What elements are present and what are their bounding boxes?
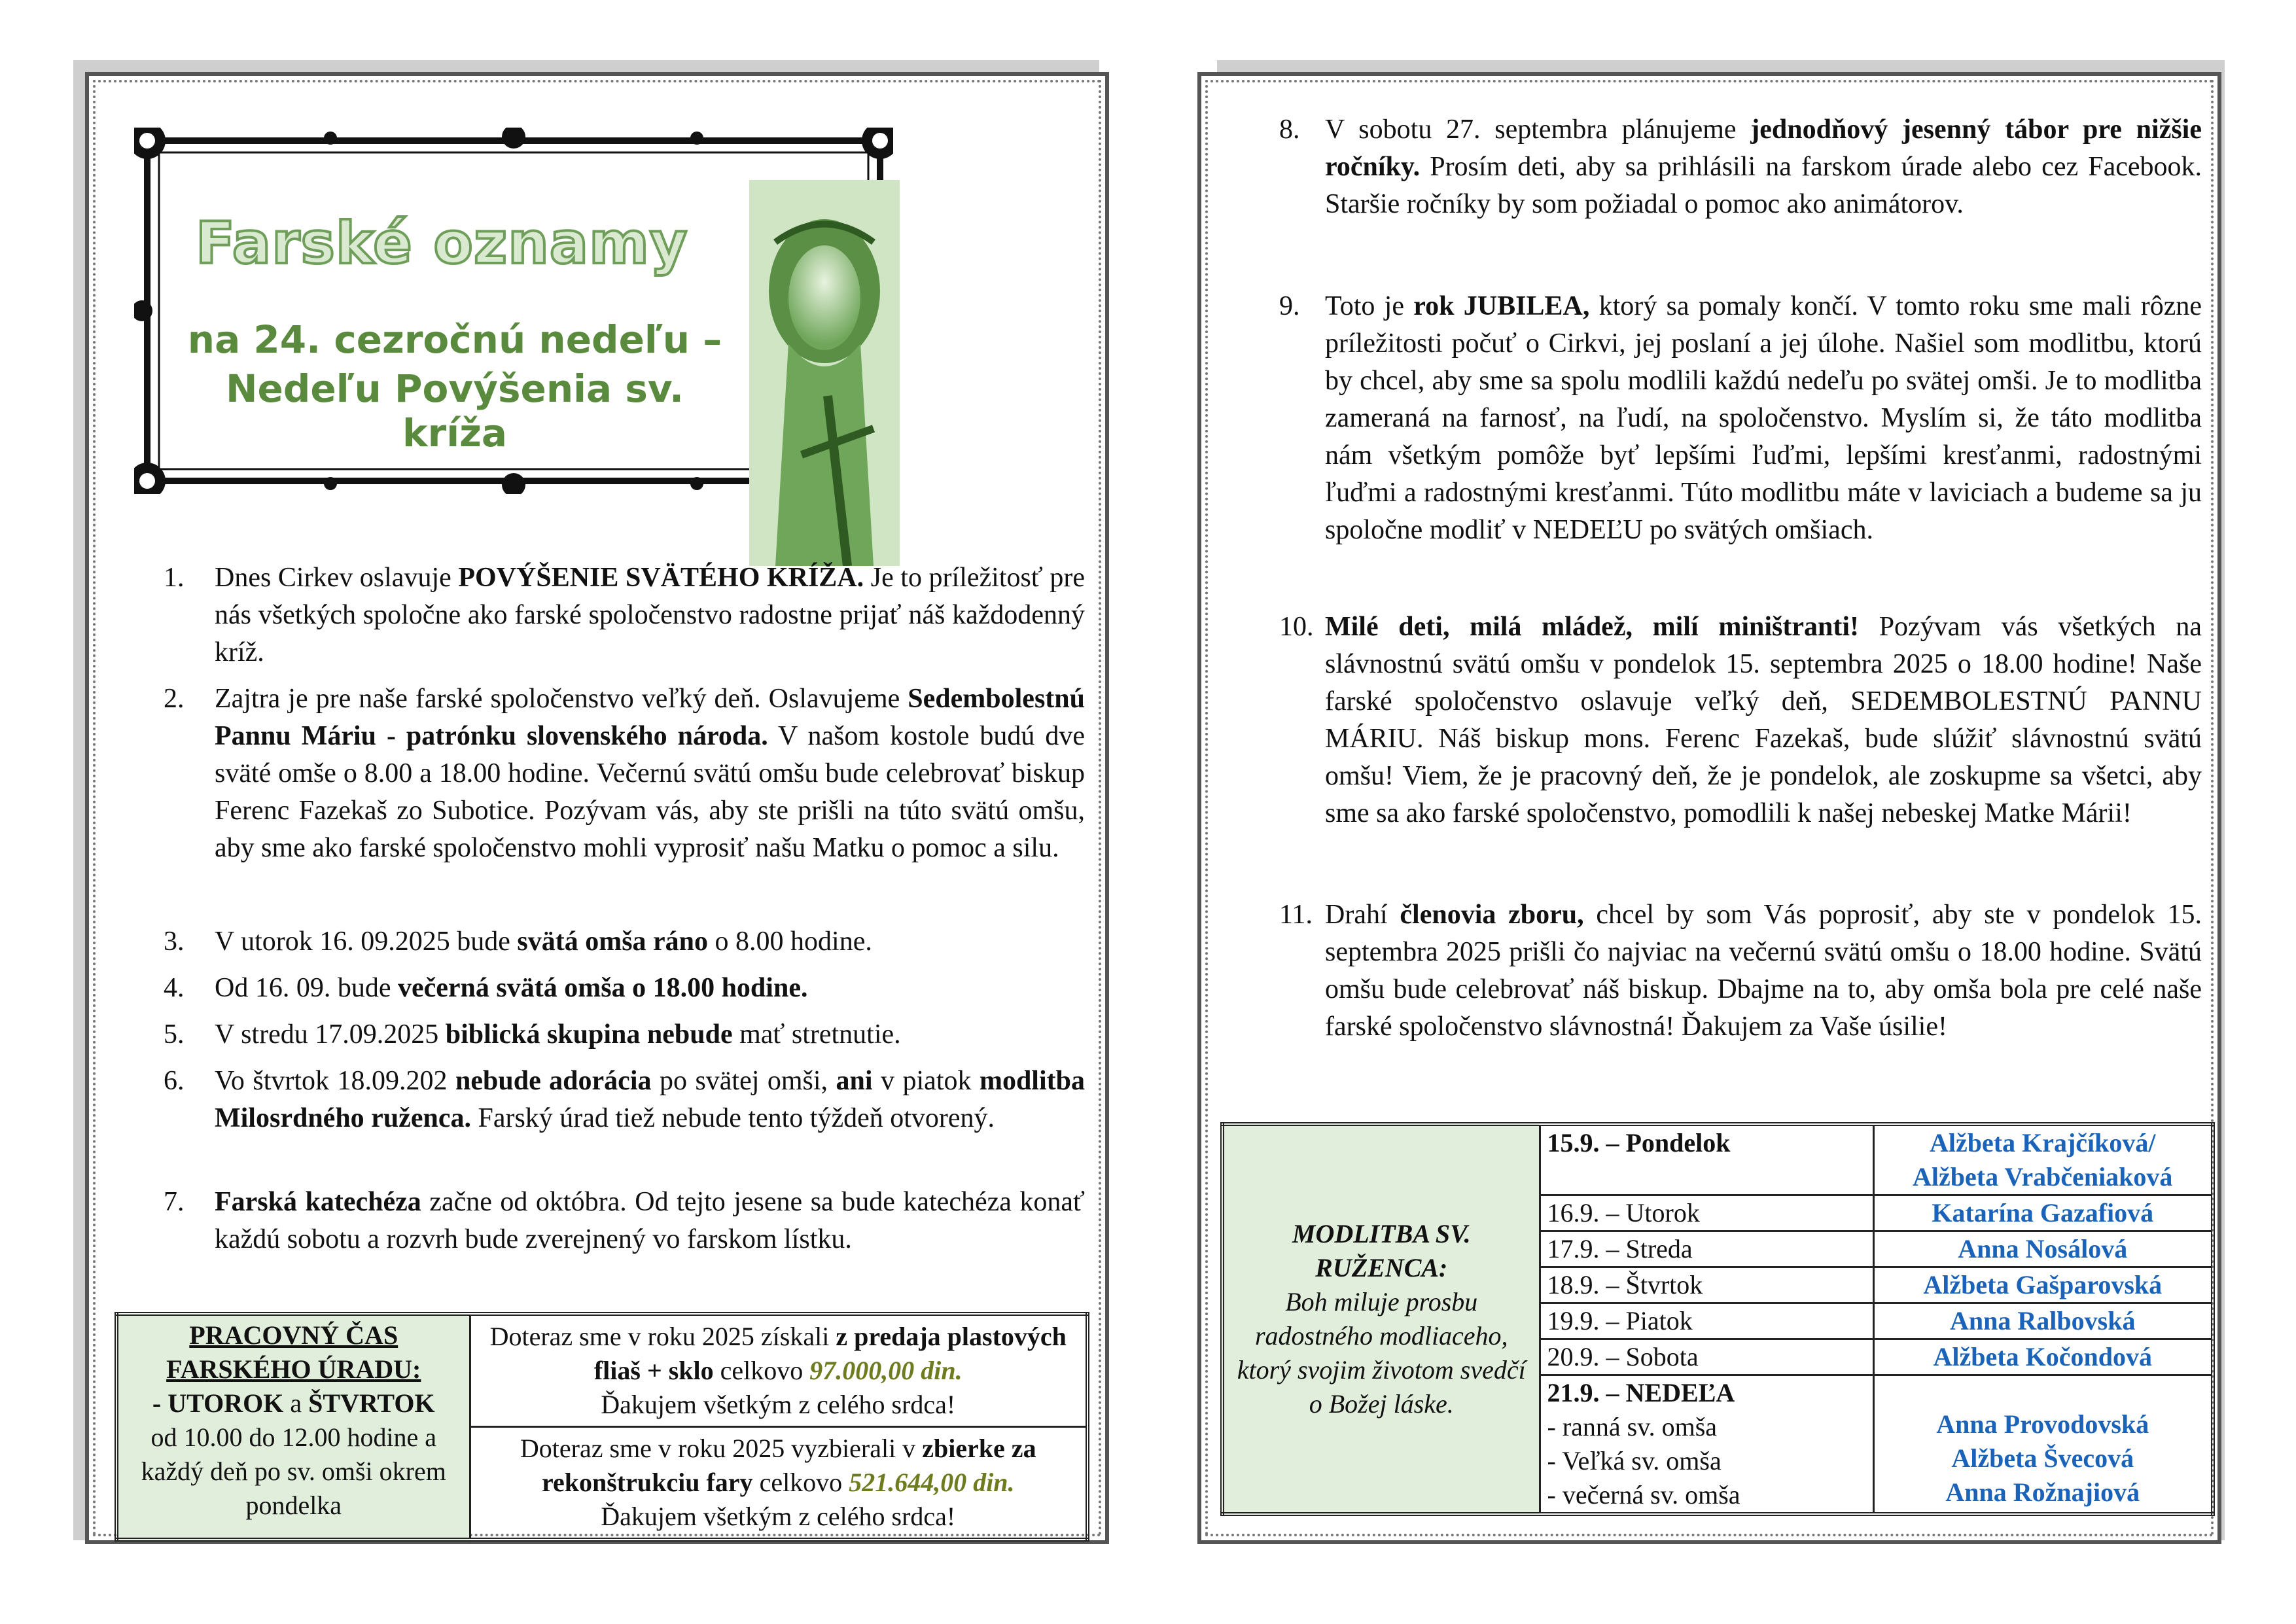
rosary-name: Alžbeta Gašparovská [1873, 1267, 2213, 1303]
text-run: Farský úrad tiež nebude tento týždeň otvorený. [470, 1103, 995, 1133]
rosary-day: 16.9. – Utorok [1540, 1195, 1873, 1231]
item-text [1325, 111, 2202, 223]
text-run: po svätej omši, [651, 1066, 836, 1096]
office-title-1: PRACOVNÝ ČAS [189, 1320, 398, 1350]
emphasis-text: nebude adorácia [455, 1066, 652, 1096]
emphasis-text: svätá omša ráno [517, 927, 709, 957]
emphasis-text: Sedembolestnú Pannu Máriu - patrónku slovenského národa. [215, 684, 1085, 751]
text-run: Od 16. 09. bude [215, 973, 398, 1003]
text-run: Zajtra je pre naše farské spoločenstvo veľký deň. Oslavujeme [215, 684, 908, 714]
text-run: začne od októbra. Od tejto jesene sa bude katechéza konať každú sobotu a rozvrh bude zverejnený vo farskom lístku. [215, 1187, 1085, 1254]
collection-text: Doteraz sme v roku 2025 získali [489, 1322, 836, 1351]
item-text [215, 1063, 1085, 1137]
text-run: Dnes Cirkev oslavuje [215, 563, 459, 593]
rosary-sunday-day: 21.9. – NEDEĽA [1547, 1378, 1735, 1407]
rosary-name: Alžbeta Kočondová [1873, 1339, 2213, 1375]
bulletin-subtitle-line1: na 24. cezročnú nedeľu – [187, 317, 722, 362]
text-run: V stredu 17.09.2025 [215, 1019, 446, 1050]
item-number: 2. [164, 684, 185, 714]
item-number: 7. [164, 1187, 185, 1217]
rosary-title-1: MODLITBA SV. [1292, 1219, 1471, 1248]
collection-purpose: zbierke za rekonštrukciu fary [541, 1434, 1036, 1497]
item-number: 9. [1279, 291, 1300, 321]
item-text [1325, 609, 2202, 832]
item-text [215, 1184, 1085, 1258]
text-run: V našom kostole budú dve sväté omše o 8.00 a 18.00 hodine. Večernú svätú omšu bude celebrovať biskup Ferenc Fazekaš zo Subotice. Pozývam vás, aby ste prišli na túto svätú omšu, aby sme ako farské spoločenstvo mohli vyprosiť našu Matku o pomoc a silu. [215, 721, 1085, 863]
item-number: 4. [164, 973, 185, 1003]
item-number: 11. [1279, 900, 1313, 930]
rosary-info-cell [1222, 1124, 1540, 1514]
collection-text: celkovo [713, 1356, 810, 1385]
collection-amount: 97.000,00 din. [809, 1356, 963, 1385]
office-day-2: ŠTVRTOK [308, 1388, 435, 1418]
item-text [1325, 896, 2202, 1046]
emphasis-text: Milé deti, milá mládež, milí miništranti! [1325, 612, 1859, 642]
rosary-sunday-mass: - večerná sv. omša [1547, 1480, 1740, 1509]
rosary-sunday-mass: - ranná sv. omša [1547, 1412, 1718, 1441]
text-run: Toto je [1325, 291, 1414, 321]
item-text [215, 923, 1085, 961]
item-number: 10. [1279, 612, 1314, 642]
collection-bottles-cell [470, 1314, 1087, 1427]
emphasis-text: členovia zboru, [1400, 900, 1584, 930]
collection-amount: 521.644,00 din. [849, 1468, 1015, 1497]
item-text [1325, 288, 2202, 549]
bulletin-header [95, 59, 919, 465]
item-number: 3. [164, 927, 185, 957]
rosary-name: Alžbeta Krajčíková/ [1930, 1128, 2156, 1157]
item-number: 8. [1279, 115, 1300, 145]
rosary-name: Anna Ralbovská [1873, 1303, 2213, 1339]
emphasis-text: rok JUBILEA, [1413, 291, 1590, 321]
text-run: Je to príležitosť pre nás všetkých spoločne ako farské spoločenstvo radostne prijať náš každodenný kríž. [215, 563, 1085, 667]
rosary-title-2: RUŽENCA: [1315, 1253, 1448, 1282]
text-run: Pozývam vás všetkých na slávnostnú svätú omšu v pondelok 15. septembra 2025 o 18.00 hodine! Naše farské spoločenstvo oslavuje veľký deň, SEDEMBOLESTNÚ PANNU MÁRIU. Náš biskup mons. Ferenc Fazekaš, bude slúžiť slávnostnú svätú omšu! Viem, že je pracovný deň, že je pondelok, ale zoskupme sa všetci, aby sme sa ako farské spoločenstvo, pomodlili k našej nebeskej Matke Márii! [1325, 612, 2202, 828]
rosary-day: 20.9. – Sobota [1540, 1339, 1873, 1375]
collection-text: celkovo [752, 1468, 849, 1497]
office-hours-table [115, 1312, 1089, 1542]
office-days [124, 1386, 464, 1421]
collection-thanks: Ďakujem všetkým z celého srdca! [601, 1390, 956, 1419]
rosary-day: 15.9. – Pondelok [1540, 1124, 1873, 1195]
rosary-name: Alžbeta Vrabčeniaková [1913, 1162, 2173, 1192]
rosary-sunday-cell [1540, 1375, 1873, 1515]
item-number: 1. [164, 563, 185, 593]
announcement-1 [164, 559, 1093, 671]
rosary-names [1873, 1124, 2213, 1195]
rosary-sunday-mass: - Veľká sv. omša [1547, 1446, 1722, 1475]
rosary-name: Katarína Gazafiová [1873, 1195, 2213, 1231]
emphasis-text: modlitba Milosrdného ruženca. [215, 1066, 1085, 1133]
text-run: v piatok [872, 1066, 980, 1096]
bulletin-title: Farské oznamy [195, 209, 688, 277]
collection-thanks: Ďakujem všetkým z celého srdca! [601, 1502, 956, 1531]
emphasis-text: POVÝŠENIE SVÄTÉHO KRÍŽA. [458, 563, 864, 593]
item-text [215, 970, 1085, 1007]
text-run: chcel by som Vás poprosiť, aby ste v pondelok 15. septembra 2025 prišli čo najviac na večernú svätú omšu o 18.00 hodine. Svätú omšu bude celebrovať náš biskup. Dbajme na to, aby omša bola pre celé naše farské spoločenstvo slávnostná! Ďakujem za Vaše úsilie! [1325, 900, 2202, 1042]
text-run: ktorý sa pomaly končí. V tomto roku sme mali rôzne príležitosti počuť o Cirkvi, jej poslaní a jej úlohe. Našiel som modlitbu, ktorú by chcel, aby sme sa spolu modlili každú nedeľu po svätej omši. Je to modlitba zameraná na farnosť, na ľudí, na spoločenstvo. Myslím si, že táto modlitba nám všetkým pomôže byť lepšími ľuďmi, lepšími kresťanmi, radostnými ľuďmi a radostnými kresťanmi. Túto modlitbu máte v laviciach a budeme sa ju spoločne modliť v NEDEĽU po svätých omšiach. [1325, 291, 2202, 545]
rosary-day: 17.9. – Streda [1540, 1231, 1873, 1267]
item-text [215, 680, 1085, 867]
office-hours-text: od 10.00 do 12.00 hodine a každý deň po sv. omši okrem pondelka [141, 1422, 446, 1520]
text-run: Vo štvrtok 18.09.202 [215, 1066, 455, 1096]
emphasis-text: jednodňový jesenný tábor pre nižšie ročníky. [1325, 115, 2202, 182]
text-run: Prosím deti, aby sa prihlásili na farskom úrade alebo cez Facebook. Staršie ročníky by som požiadal o pomoc ako animátorov. [1325, 152, 2202, 219]
rosary-quote: Boh miluje prosbu radostného modliaceho, ktorý svojim životom svedčí o Božej láske. [1237, 1287, 1526, 1419]
emphasis-text: Farská katechéza [215, 1187, 421, 1217]
emphasis-text: ani [836, 1066, 873, 1096]
text-run: V sobotu 27. septembra plánujeme [1325, 115, 1751, 145]
office-title-2: FARSKÉHO ÚRADU: [166, 1354, 421, 1384]
rosary-sunday-names [1873, 1375, 2213, 1515]
rosary-table [1220, 1122, 2215, 1516]
item-number: 5. [164, 1019, 185, 1050]
rosary-day: 18.9. – Štvrtok [1540, 1267, 1873, 1303]
office-days-and: a [283, 1388, 309, 1418]
collection-rectory-cell [470, 1427, 1087, 1540]
office-day-1: - UTOROK [152, 1388, 284, 1418]
text-run: mať stretnutie. [732, 1019, 901, 1050]
text-run: V utorok 16. 09.2025 bude [215, 927, 518, 957]
item-text [215, 559, 1085, 671]
jesus-illustration [749, 180, 900, 566]
collection-purpose: z predaja plastových fliaš + sklo [593, 1322, 1067, 1385]
bulletin-subtitle-line2: Nedeľu Povýšenia sv. kríža [226, 366, 684, 455]
office-hours-cell [116, 1314, 470, 1540]
rosary-name: Anna Rožnajiová [1945, 1477, 2140, 1507]
emphasis-text: biblická skupina nebude [445, 1019, 733, 1050]
rosary-name: Anna Nosálová [1873, 1231, 2213, 1267]
rosary-name: Anna Provodovská [1936, 1409, 2149, 1439]
item-number: 6. [164, 1066, 185, 1096]
item-text [215, 1016, 1085, 1053]
text-run: Drahí [1325, 900, 1400, 930]
rosary-day: 19.9. – Piatok [1540, 1303, 1873, 1339]
collection-text: Doteraz sme v roku 2025 vyzbierali v [520, 1434, 923, 1463]
rosary-name: Alžbeta Švecová [1951, 1443, 2134, 1473]
text-run: o 8.00 hodine. [708, 927, 872, 957]
emphasis-text: večerná svätá omša o 18.00 hodine. [397, 973, 808, 1003]
